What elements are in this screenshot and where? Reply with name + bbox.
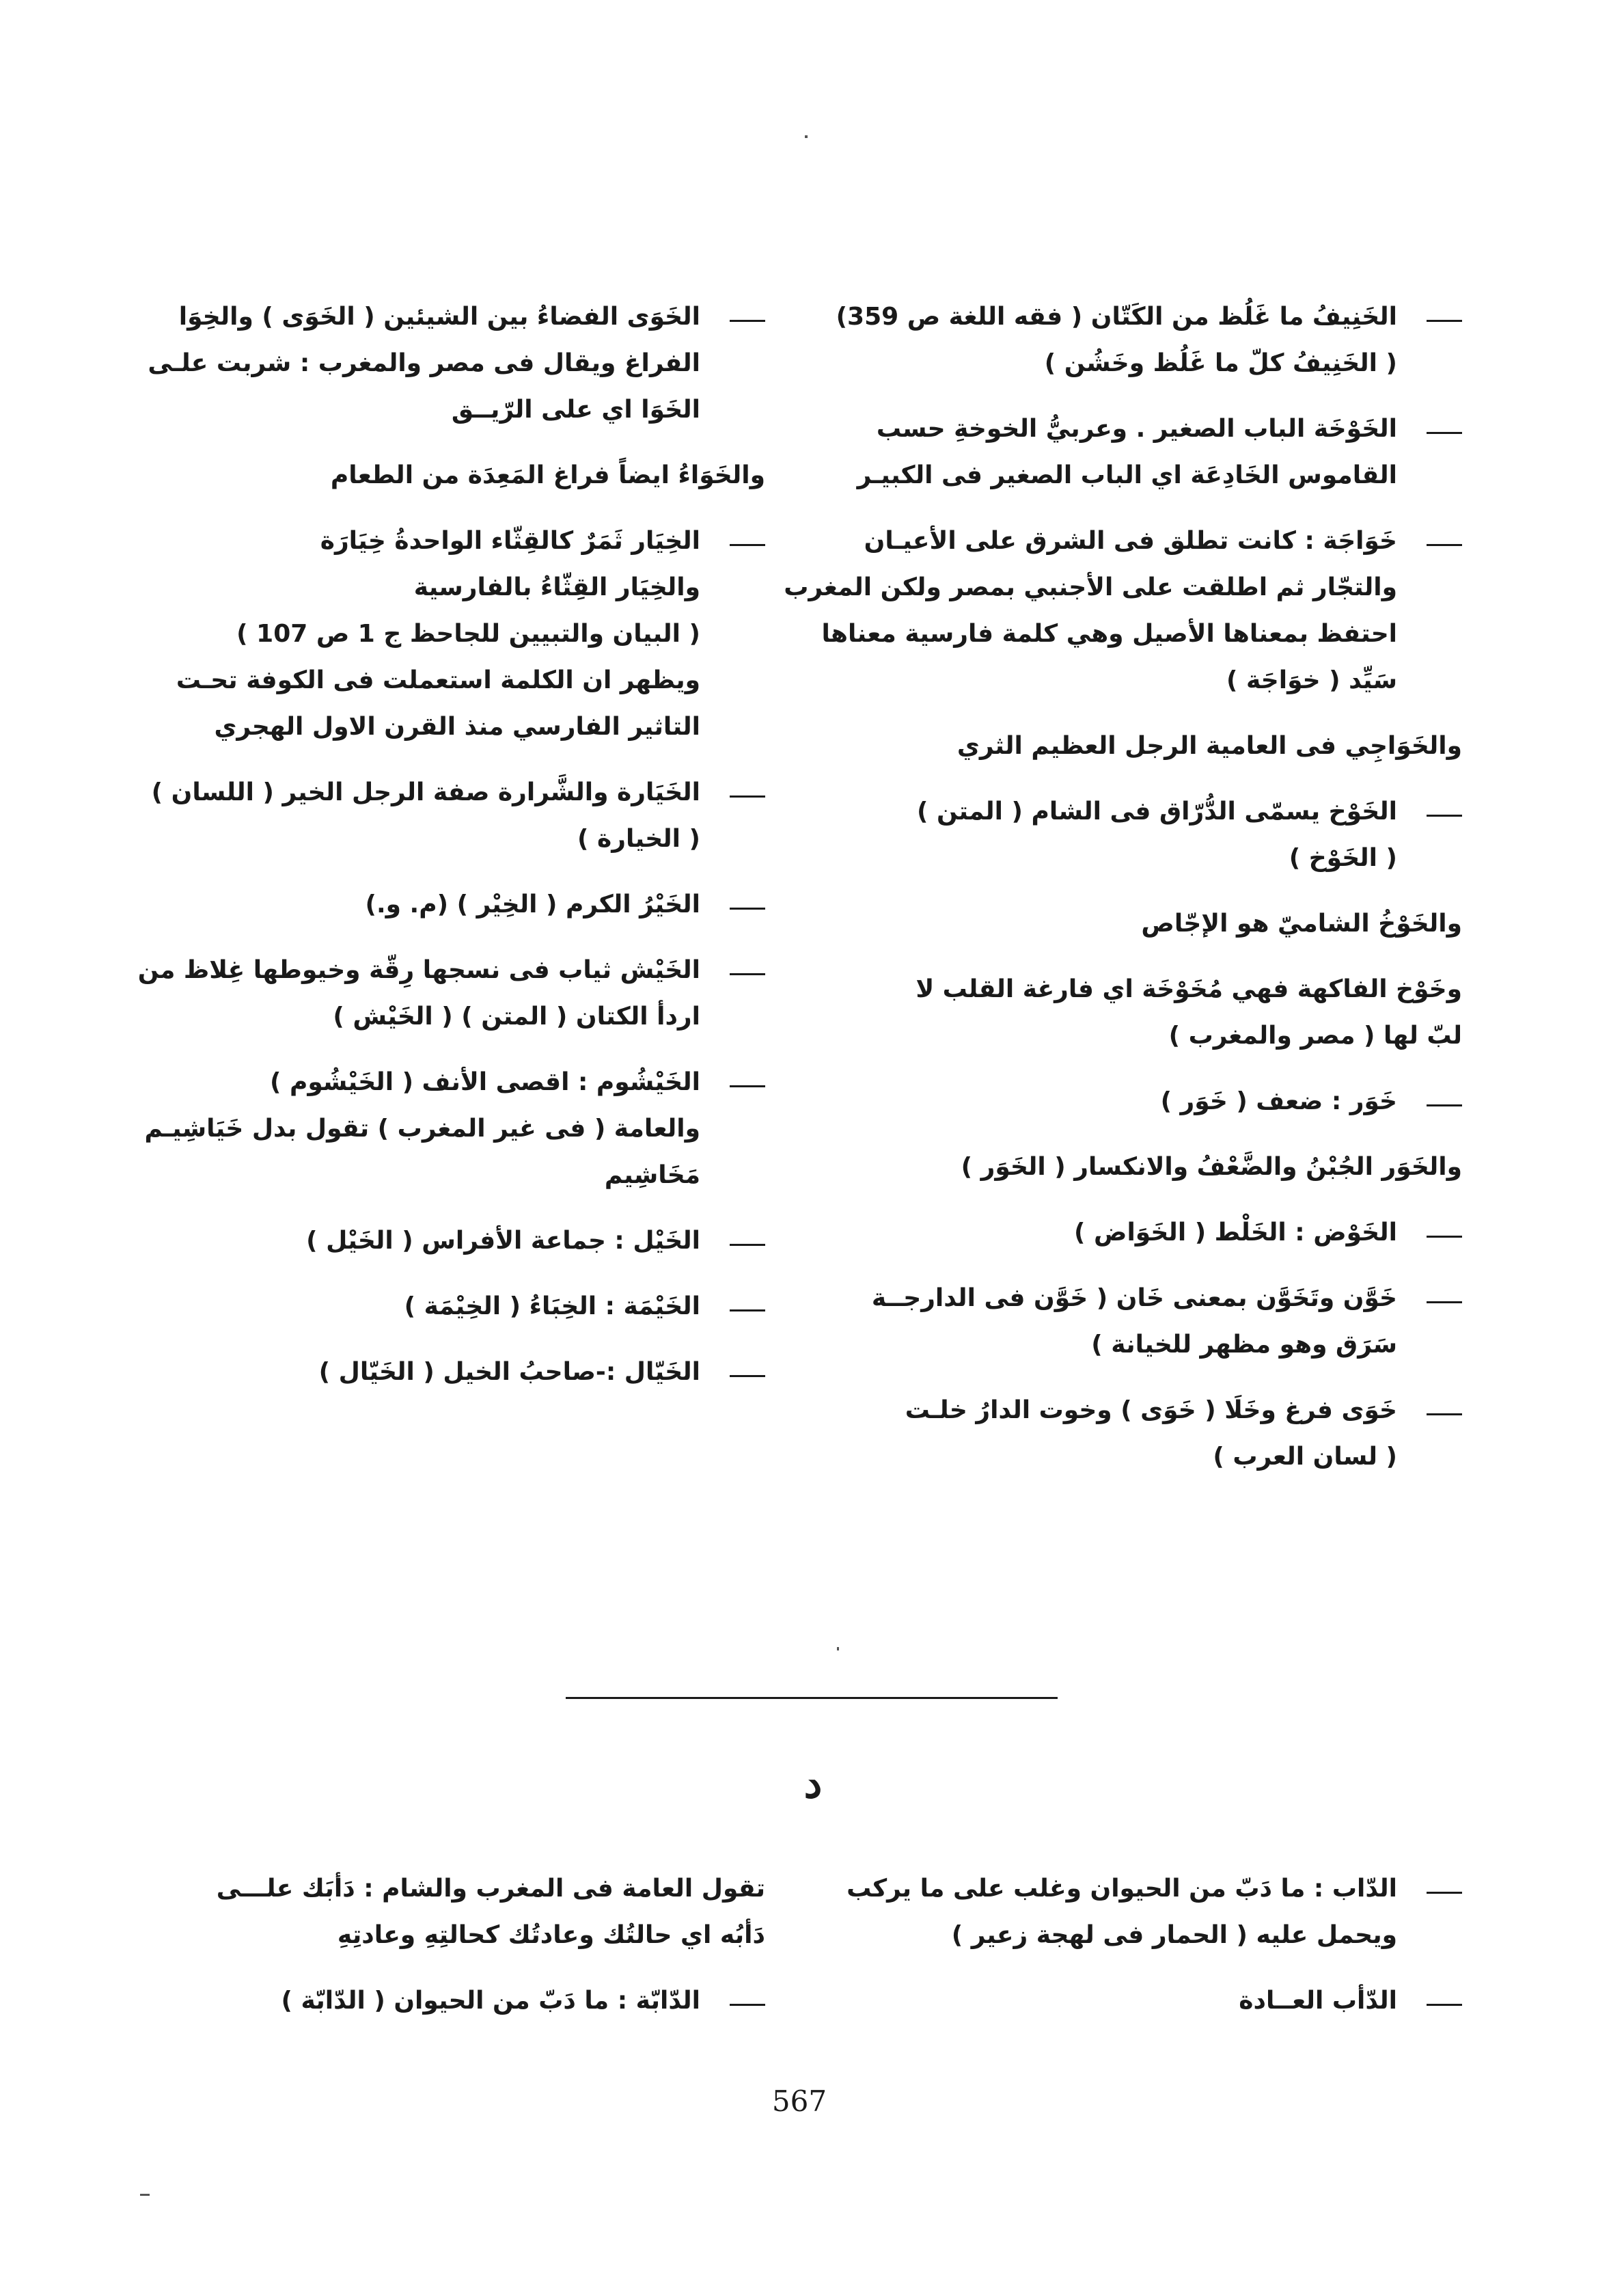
dictionary-entry	[840, 1210, 1462, 1256]
left-column-bottom	[143, 1866, 765, 2043]
section-divider	[566, 1697, 1058, 1699]
entry-line: خَوَر : ضعف ( خَوَر )	[1160, 1087, 1397, 1115]
entry-line: ( البيان والتبيين للجاحظ ج 1 ص 107 )	[236, 620, 700, 648]
right-column-top	[784, 294, 1462, 1499]
dictionary-entry	[840, 1978, 1462, 2024]
scan-speck	[140, 2194, 150, 2196]
dictionary-entry	[836, 294, 1462, 387]
entry-line: الخَيْشُوم : اقصى الأنف ( الخَيْشُوم )	[269, 1068, 700, 1096]
entry-line: والخَوَاءُ ايضاً فراغ المَعِدَة من الطعام	[330, 461, 765, 489]
entry-line: خَوَّن وتَخَوَّن بمعنى خَان ( خَوَّن فى الدارجــة	[871, 1284, 1397, 1312]
entry-line: وخَوْخ الفاكهة فهي مُخَوْخَة اي فارغة القلب لا	[916, 975, 1462, 1003]
entry-line: الخَيْمَة : الخِبَاءُ ( الخِيْمَة )	[404, 1292, 700, 1320]
dictionary-entry	[143, 1059, 765, 1199]
entry-continuation	[143, 452, 765, 499]
entry-line: والخِيَار القِثّاءُ بالفارسية	[413, 573, 700, 601]
entry-line: خَوَاجَة : كانت تطلق فى الشرق على الأعيـان	[864, 527, 1397, 555]
entry-continuation	[840, 1144, 1462, 1191]
left-column-top	[137, 294, 765, 1415]
entry-line: الفراغ ويقال فى مصر والمغرب : شربت علـى	[148, 349, 700, 377]
entry-line: دَأبُه اي حالتُك وعادتُك كحالتِهِ وعادتِهِ	[337, 1921, 765, 1949]
entry-line: لبّ لها ( مصر والمغرب )	[1168, 1022, 1462, 1050]
entry-continuation	[143, 1866, 765, 1959]
entry-continuation	[840, 723, 1462, 770]
entry-line: ( الخَوْخ )	[1289, 844, 1397, 872]
dictionary-entry	[840, 1387, 1462, 1480]
entry-line: اردأ الكتان ( المتن ) ( الخَيْش )	[333, 1003, 700, 1031]
entry-line: التاثير الفارسي منذ القرن الاول الهجري	[214, 713, 700, 741]
entry-line: الخَوْخ يسمّى الدُّرّاق فى الشام ( المتن )	[916, 798, 1397, 826]
entry-line: الخَيْرُ الكرم ( الخِيْر ) (م. و.)	[365, 891, 700, 919]
section-letter: د	[803, 1760, 823, 1808]
right-column-bottom	[840, 1866, 1462, 2043]
entry-line: الخَوَى الفضاءُ بين الشيئين ( الخَوَى ) والخِوَا	[178, 303, 700, 331]
entry-continuation	[840, 901, 1462, 947]
entry-line: الخَيَارة والشَّرارة صفة الرجل الخير ( اللسان )	[151, 778, 700, 806]
dictionary-entry	[143, 1283, 765, 1330]
entry-line: والعامة ( فى غير المغرب ) تقول بدل خَيَاشِيـم	[144, 1115, 700, 1143]
entry-line: ( الخيارة )	[577, 825, 700, 853]
dictionary-entry	[143, 1218, 765, 1264]
entry-continuation	[840, 966, 1462, 1059]
entry-line: خَوَى فرغ وخَلَا ( خَوَى ) وخوت الدارُ خلـت	[905, 1396, 1397, 1424]
entry-line: سَيِّد ( خوَاجَة )	[1226, 666, 1397, 694]
entry-line: ويحمل عليه ( الحمار فى لهجة زعير )	[951, 1921, 1397, 1949]
dictionary-entry	[143, 770, 765, 862]
entry-line: الخَيْل : جماعة الأفراس ( الخَيْل )	[306, 1227, 700, 1255]
entry-line: والتجّار ثم اطلقت على الأجنبي بمصر ولكن المغرب	[784, 573, 1397, 601]
entry-line: الدّابّة : ما دَبّ من الحيوان ( الدّابّة )	[281, 1987, 700, 2015]
entry-line: ( الخَنِيفُ كلّ ما غَلُظ وخَشُن )	[1044, 349, 1397, 377]
entry-line: الخَنِيفُ ما غَلُظ من الكَتّان ( فقه اللغة ص 359)	[836, 303, 1397, 331]
entry-line: ويظهر ان الكلمة استعملت فى الكوفة تحـت	[176, 666, 700, 694]
entry-line: سَرَق وهو مظهر للخيانة )	[1091, 1331, 1397, 1359]
dictionary-entry	[840, 1866, 1462, 1959]
dictionary-entry	[143, 294, 765, 433]
entry-line: الخِيَار ثَمَرٌ كالقِثّاء الواحدةُ خِيَارَة	[320, 527, 700, 555]
entry-line: والخَوْخُ الشاميّ هو الإجّاص	[1141, 910, 1462, 938]
entry-line: الدّاب : ما دَبّ من الحيوان وغلب على ما يركب	[847, 1875, 1397, 1903]
entry-line: الدّأب العــادة	[1239, 1987, 1397, 2015]
entry-line: احتفظ بمعناها الأصيل وهي كلمة فارسية معناها	[821, 620, 1397, 648]
entry-line: الخَيْش ثياب فى نسجها رِقّة وخيوطها غِلاظ من	[137, 956, 700, 984]
page-number: 567	[771, 2084, 827, 2118]
dictionary-entry	[840, 406, 1462, 499]
dictionary-entry	[143, 518, 765, 750]
entry-line: القاموس الخَادِعَة اي الباب الصغير فى الكبيـر	[857, 461, 1397, 489]
dictionary-entry	[143, 1978, 765, 2024]
entry-line: الخَيّال :-صاحبُ الخيل ( الخَيّال )	[318, 1358, 700, 1386]
entry-line: الخَوَا اي على الرّيــق	[451, 396, 700, 424]
dictionary-entry	[840, 1275, 1462, 1368]
dictionary-entry	[840, 1078, 1462, 1125]
dictionary-entry	[784, 518, 1462, 704]
entry-line: مَخَاشِيم	[604, 1161, 700, 1189]
entry-line: والخَوَاجِي فى العامية الرجل العظيم الثري	[956, 732, 1462, 760]
entry-line: والخَوَر الجُبْنُ والضَّعْفُ والانكسار ( الخَوَر )	[961, 1153, 1462, 1181]
dictionary-entry	[137, 947, 765, 1040]
entry-line: الخَوْخَة الباب الصغير . وعربيُّ الخوخةِ حسب	[876, 415, 1397, 443]
scan-speck	[805, 135, 808, 138]
dictionary-entry	[143, 1349, 765, 1396]
entry-line: الخَوْض : الخَلْط ( الخَوَاض )	[1074, 1219, 1397, 1247]
dictionary-entry	[840, 789, 1462, 882]
entry-line: ( لسان العرب )	[1213, 1443, 1397, 1471]
entry-line: تقول العامة فى المغرب والشام : دَأبَك علـــى	[216, 1875, 765, 1903]
dictionary-entry	[143, 882, 765, 928]
scan-speck	[837, 1647, 839, 1650]
